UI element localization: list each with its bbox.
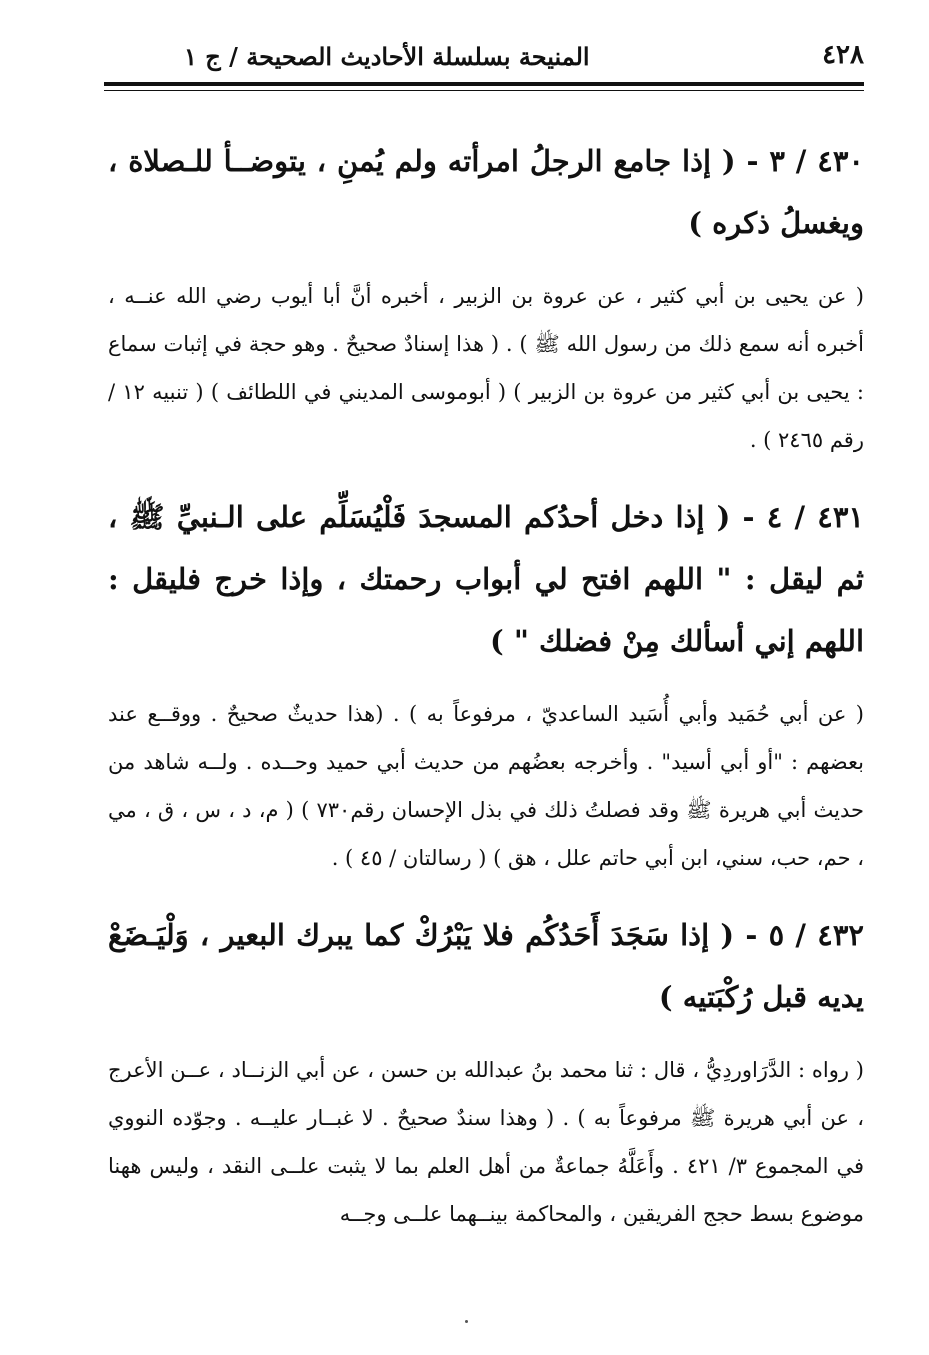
scan-speck [465, 1320, 468, 1323]
running-title: المنيحة بسلسلة الأحاديث الصحيحة / ج ١ [184, 42, 590, 71]
hadith-title-431: ٤٣١ / ٤ - ( إذا دخل أحدُكم المسجدَ فَلْيُسَلِّم على الـنبيِّ ﷺ ، ثم ليقل : " اللهم افتح لي أبواب رحمتك ، وإذا خرج فليقل : اللهم إني أسألك مِنْ فضلك " ) [108, 500, 864, 658]
hadith-title-432: ٤٣٢ / ٥ - ( إذا سَجَدَ أَحَدُكُم فلا يَبْرُكْ كما يبرك البعير ، وَلْيَـضَعْ يديه قبل رُكْبَتيه ) [108, 918, 864, 1014]
hadith-body-432: ( رواه : الدَّرَاوردِيُّ ، قال : ثنا محمد بنُ عبدالله بن حسن ، عن أبي الزنــاد ، عــن الأعرج ، عن أبي هريرة ﷺ مرفوعاً به ) . ( وهذا سندٌ صحيحٌ . لا غبــار عليــه . وجوّده النووي في المجموع ٣/ ٤٢١ . وأَعَلَّهُ جماعةٌ من أهل العلم بما لا يثبت علــى النقد ، وليس ههنا موضوع بسط حجج الفريقين ، والمحاكمة بينــهما علــى وجــه [108, 1058, 865, 1226]
header-rule [104, 90, 864, 91]
hadith-title-430: ٤٣٠ / ٣ - ( إذا جامع الرجلُ امرأته ولم يُمنِ ، يتوضــأ للـصلاة ، ويغسلُ ذكره ) [108, 144, 864, 240]
hadith-body-430: ( عن يحيى بن أبي كثير ، عن عروة بن الزبير ، أخبره أنَّ أبا أيوب رضي الله عنــه ، أخبره أنه سمع ذلك من رسول الله ﷺ ) . ( هذا إسنادٌ صحيحٌ . وهو حجة في إثبات سماع : يحيى بن أبي كثير من عروة بن الزبير ) ( أبوموسى المديني في اللطائف ) ( تنبيه ١٢ / رقم ٢٤٦٥ ) . [108, 284, 864, 452]
page-header [104, 36, 864, 86]
page-content [108, 130, 864, 1260]
page-number: ٤٢٨ [822, 40, 864, 70]
hadith-body-431: ( عن أبي حُمَيد وأبي أُسَيد الساعديّ ، مرفوعاً به ) . (هذا حديثٌ صحيحٌ . ووقــع عند بعضهم : "أو أبي أسيد" . وأخرجه بعضُهم من حديث أبي حميد وحــده . ولــه شاهد من حديث أبي هريرة ﷺ وقد فصلتُ ذلك في بذل الإحسان رقم٧٣٠ ) ( م، د ، س ، ق ، مي ، حم، حب، سني، ابن أبي حاتم علل ، هق ) ( رسالتان / ٤٥ ) . [108, 702, 864, 870]
